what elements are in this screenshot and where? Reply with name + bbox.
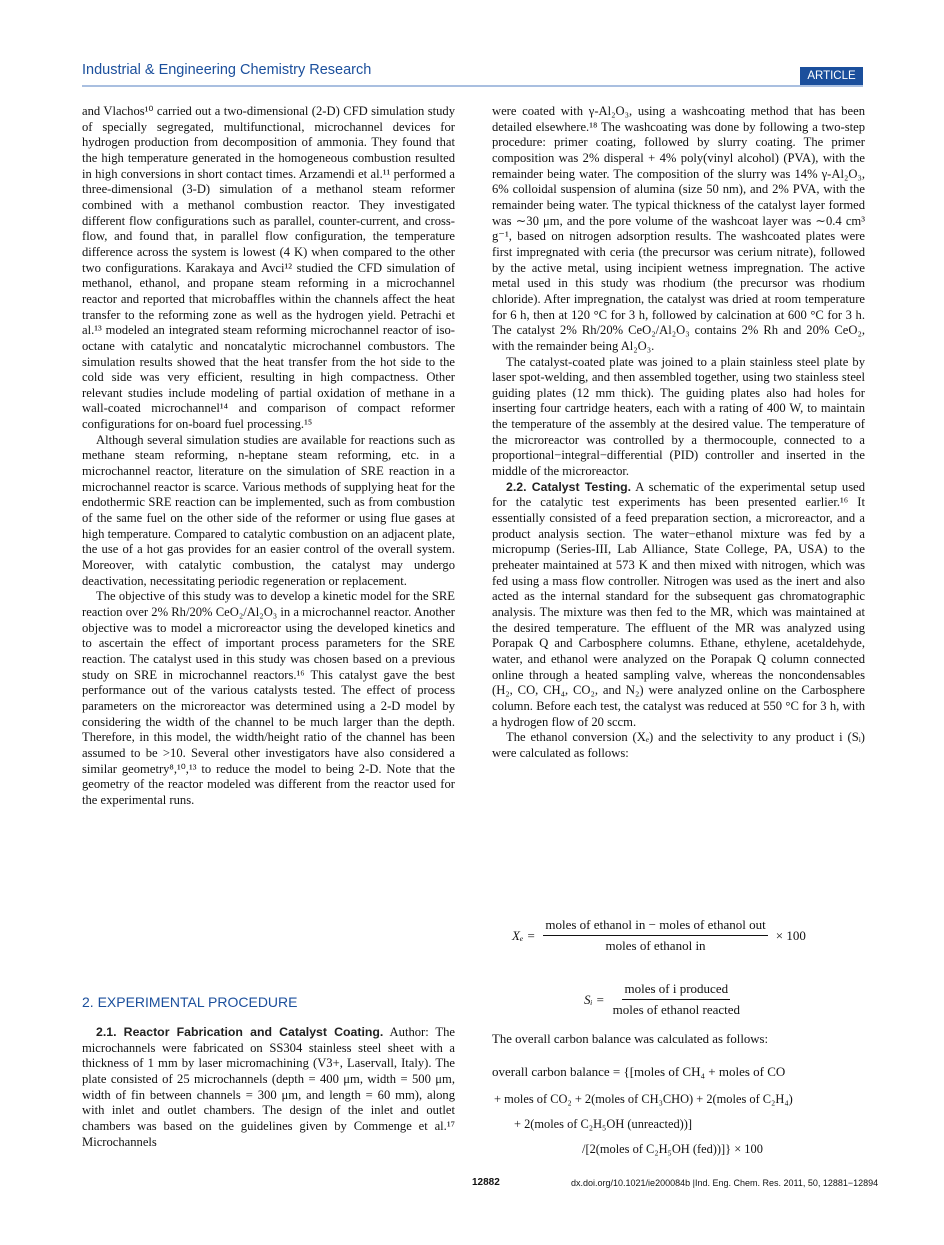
paragraph-text: Author: The microchannels were fabricated on SS304 stainless steel sheet with a thickness of 1 mm by laser micromachining (V3+, Laservall, Italy). The plate consisted of 25 microchannels (depth = 400 μm, width = 500 μm, width of fin between channels = 300 μm, and length = 60 mm), along with inlet and outlet chambers. The design of the inlet and outlet chambers was based on the guidelines given by Commenge et al.¹⁷ Microchannels bbox=[82, 1025, 455, 1149]
equation-line: + 2(moles of C₂H₅OH (unreacted))] bbox=[514, 1117, 693, 1131]
equation-line: + moles of CO₂ + 2(moles of CH₃CHO) + 2(moles of C₂H₄) bbox=[494, 1092, 793, 1106]
page-number: 12882 bbox=[472, 1177, 500, 1188]
paragraph: The catalyst-coated plate was joined to a plain stainless steel plate by laser spot-welding, and then assembled together, using two stainless steel guiding plates (12 mm thick). The guiding plates also had holes for inserting four cartridge heaters, each with a rating of 400 W, to maintain the temperature of the assembly at the desired value. The temperature of the microreactor was controlled by a thermocouple, connected to a proportional−integral−differential (PID) controller and inserted in the middle of the microreactor. bbox=[492, 354, 865, 479]
left-column-section bbox=[82, 1025, 455, 1150]
left-column bbox=[82, 104, 455, 809]
doi-citation[interactable]: dx.doi.org/10.1021/ie200084b |Ind. Eng. Chem. Res. 2011, 50, 12881−12894 bbox=[571, 1178, 879, 1188]
article-badge: ARTICLE bbox=[800, 67, 863, 85]
paragraph: were coated with γ-Al₂O₃, using a washcoating method that has been detailed elsewhere.¹⁸ The washcoating was done by following a two-step procedure: primer coating, followed by slurry coating. The primer composition was 2% disperal + 4% poly(vinyl alcohol) (PVA), with the remainder being water. The composition of the slurry was 14% γ-Al₂O₃, 6% colloidal suspension of alumina (size 50 nm), and 2% PVA, with the remainder being water. The typical thickness of the catalyst layer formed was ∼30 μm, and the pore volume of the washcoat layer was ∼0.4 cm³ g⁻¹, based on nitrogen adsorption results. The washcoated plates were first impregnated with ceria (the precursor was cerium nitrate), followed by the active metal, using incipient wetness impregnation. The active metal used in this study was rhodium (the precursor was rhodium chloride). After impregnation, the catalyst was dried at room temperature for 6 h, then at 120 °C for 3 h, followed by calcination at 600 °C for 3 h. The catalyst 2% Rh/20% CeO₂/Al₂O₃ contains 2% Rh and 20% CeO₂, with the remainder being Al₂O₃. bbox=[492, 104, 865, 353]
subsection-heading: 2.1. Reactor Fabrication and Catalyst Coating. bbox=[96, 1025, 384, 1039]
equation-lhs: Xₑ = bbox=[512, 927, 536, 943]
journal-title: Industrial & Engineering Chemistry Research bbox=[82, 62, 372, 78]
paragraph bbox=[82, 1025, 455, 1150]
equation-line: overall carbon balance = {[moles of CH₄ + moles of CO bbox=[492, 1064, 786, 1079]
section-heading: 2. EXPERIMENTAL PROCEDURE bbox=[82, 994, 298, 1010]
denominator: moles of ethanol reacted bbox=[612, 1002, 741, 1017]
numerator: moles of i produced bbox=[622, 981, 730, 1000]
subsection-heading: 2.2. Catalyst Testing. bbox=[506, 479, 632, 494]
equation-conversion bbox=[512, 917, 806, 954]
equation-rhs: × 100 bbox=[775, 927, 806, 943]
equation-lhs: Sᵢ = bbox=[584, 991, 605, 1007]
equation-selectivity bbox=[584, 981, 740, 1018]
denominator: moles of ethanol in bbox=[605, 938, 706, 953]
fraction bbox=[543, 917, 767, 954]
numerator: moles of ethanol in − moles of ethanol out bbox=[543, 917, 767, 936]
paragraph bbox=[492, 480, 865, 731]
header-divider bbox=[82, 85, 863, 87]
paragraph: The objective of this study was to develop a kinetic model for the SRE reaction over 2% Rh/20% CeO₂/Al₂O₃ in a microchannel reactor. Another objective was to model a microreactor using the developed kinetics and to ascertain the effect of important process parameters for the SRE reaction. The catalyst used in this study was chosen based on a previous study on SRE in microchannel reactors.¹⁶ This catalyst gave the best performance out of the various catalysts tested. The effect of process parameters on the microreactor was determined using a 2-D model by considering the width of the channel to be much larger than the depth. Therefore, in this model, the width/height ratio of the channel has been assumed to be >10. Several other investigators have also considered a similar geometry⁸,¹⁰,¹³ to reduce the model to being 2-D. Note that the geometry of the reactor modeled was different from the reactor used for the experimental runs. bbox=[82, 589, 455, 807]
right-column bbox=[492, 104, 865, 762]
paragraph-text: A schematic of the experimental setup used for the catalytic test experiments has been presented earlier.¹⁶ It essentially consisted of a feed preparation section, a microreactor, and a product analysis section. The water−ethanol mixture was fed by a micropump (Series-III, Lab Alliance, State College, PA, USA) to the preheater maintained at 573 K and then mixed with nitrogen, which was fed using a mass flow controller. Nitrogen was used as the inert and also acted as the internal standard for the subsequent gas chromatographic analysis. The mixture was then fed to the MR, which was maintained at the desired temperature. The effluent of the MR was analyzed using Porapak Q and Carbosphere columns. Ethane, ethylene, acetaldehyde, water, and ethanol were analyzed on the Porapak Q column connected online through a heated sampling valve, whereas the noncondensables (H₂, CO, CH₄, CO₂, and N₂) were analyzed online on the Carbosphere column. Before each test, the catalyst was reduced at 550 °C for 3 h, with a hydrogen flow of 20 sccm. bbox=[492, 479, 865, 729]
fraction bbox=[613, 981, 740, 1018]
equation-line: /[2(moles of C₂H₅OH (fed))]} × 100 bbox=[582, 1142, 763, 1156]
paragraph: The overall carbon balance was calculated as follows: bbox=[492, 1032, 769, 1046]
paragraph: The ethanol conversion (Xₑ) and the selectivity to any product i (Sᵢ) were calculated as follows: bbox=[492, 730, 865, 760]
paragraph: Although several simulation studies are available for reactions such as methane steam reforming, n-heptane steam reforming, etc. in a microchannel reactor, literature on the simulation of SRE reaction in a microchannel reactor is scarce. Various methods of supplying heat for the endothermic SRE reaction can be implemented, such as from combustion of the same fuel on the other side of the reformer or using flue gases at high temperature. Compared to catalytic combustion on an adjacent plate, the use of a hot gas provides for an easier control of the overall system. Moreover, with catalytic combustion, the catalyst may undergo deactivation, necessitating periodic regeneration or replacement. bbox=[82, 432, 455, 588]
paragraph: and Vlachos¹⁰ carried out a two-dimensional (2-D) CFD simulation study of specially segregated, multifunctional, microchannel devices for hydrogen production from decomposition of ammonia. They found that the high temperature generated in the homogeneous combustion resulted in high conversions in short contact times. Arzamendi et al.¹¹ performed a three-dimensional (3-D) simulation of a methanol steam reformer combined with a methanol combustion reactor. They investigated different flow configurations such as parallel, counter-current, and cross-flow, and found that, in parallel flow configuration, the temperature difference across the system is lowest (4 K) when compared to the other two configurations. Karakaya and Avci¹² studied the CFD simulation of methanol, ethanol, and propane steam reforming in a microchannel reactor and reported that microbaffles within the channels affect the heat transfer to the reforming zone as well as the hydrogen yield. Petrachi et al.¹³ modeled an integrated steam reforming microchannel reactor of isooctane with catalytic and noncatalytic microchannel combustors. The simulation results showed that the heat transfer from the hot side to the cold side was very efficient, resulting in high compactness. Other relevant studies include modeling of partial oxidation of methane in a wall-coated microchannel¹⁴ and comparison of compact reformer configurations for on-board fuel processing.¹⁵ bbox=[82, 104, 455, 432]
